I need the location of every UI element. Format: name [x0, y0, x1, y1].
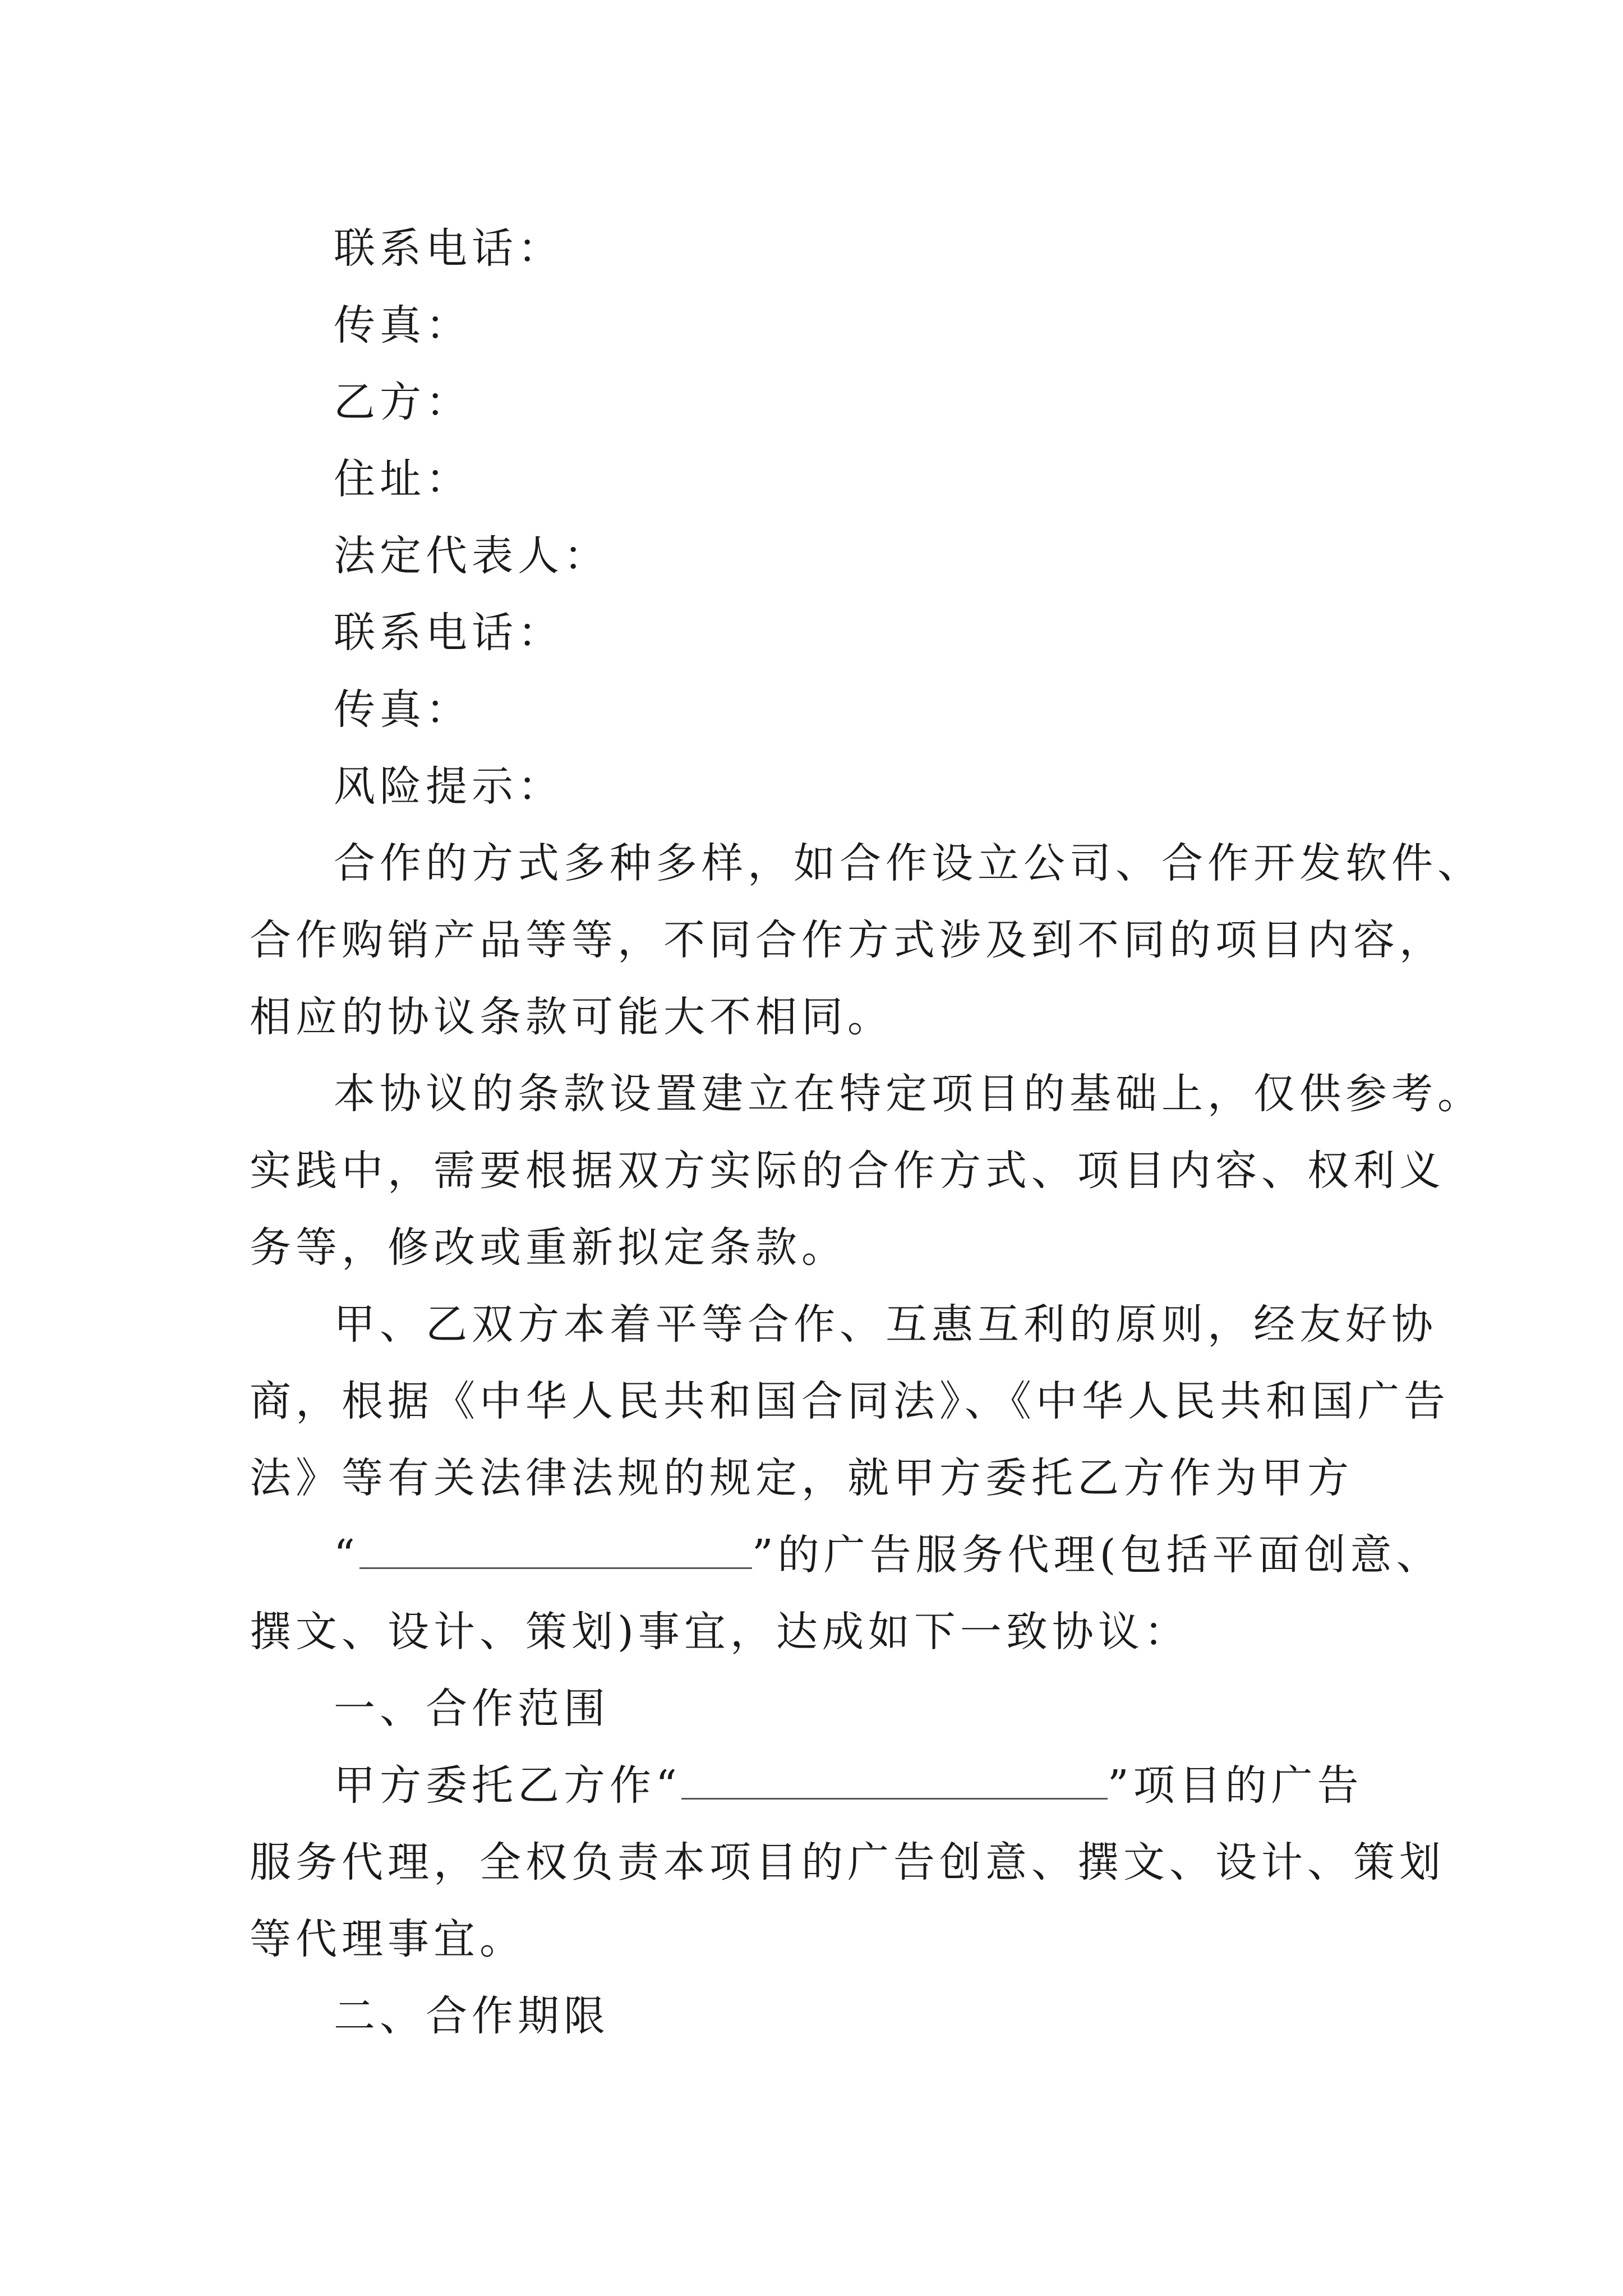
section-1-line-1-start: 甲方委托乙方作“	[334, 1761, 681, 1810]
project-name-blank-2	[681, 1763, 1108, 1800]
section-1-line-1	[250, 1747, 1399, 1824]
risk-paragraph-1-line-1: 合作的方式多种多样，如合作设立公司、合作开发软件、	[334, 839, 1483, 887]
document-body	[250, 210, 1483, 2055]
risk-paragraph-2-line-3: 务等，修改或重新拟定条款。	[250, 1223, 847, 1272]
risk-paragraph-1-line-2: 合作购销产品等等，不同合作方式涉及到不同的项目内容，	[250, 916, 1445, 964]
field-party-b: 乙方：	[334, 378, 472, 426]
field-legal-rep-b: 法定代表人：	[334, 532, 610, 580]
risk-paragraph-2-line-2: 实践中，需要根据双方实际的合作方式、项目内容、权利义	[250, 1147, 1445, 1195]
open-quote: “	[334, 1531, 359, 1579]
preamble-line-2: 商，根据《中华人民共和国合同法》、《中华人民共和国广告	[250, 1377, 1450, 1425]
preamble-line-5: 撰文、设计、策划)事宜，达成如下一致协议：	[250, 1608, 1190, 1656]
section-1-line-1-end: ”项目的广告	[1107, 1761, 1363, 1810]
field-address-b: 住址：	[334, 455, 472, 503]
section-1-line-3: 等代理事宜。	[250, 1915, 525, 1963]
section-2-heading: 二、合作期限	[334, 1992, 610, 2040]
field-fax-a: 传真：	[334, 301, 472, 349]
risk-paragraph-1-line-3: 相应的协议条款可能大不相同。	[250, 993, 893, 1041]
field-fax-b: 传真：	[334, 685, 472, 734]
preamble-line-3: 法》等有关法律法规的规定，就甲方委托乙方作为甲方	[250, 1454, 1353, 1502]
risk-notice-heading: 风险提示：	[334, 762, 564, 811]
preamble-line-4	[250, 1517, 1442, 1594]
field-phone-a: 联系电话：	[334, 224, 564, 273]
project-name-blank	[359, 1533, 752, 1569]
risk-paragraph-2-line-1: 本协议的条款设置建立在特定项目的基础上，仅供参考。	[334, 1070, 1483, 1118]
preamble-line-4-rest: ”的广告服务代理(包括平面创意、	[751, 1531, 1442, 1579]
field-phone-b: 联系电话：	[334, 609, 564, 657]
preamble-line-1: 甲、乙双方本着平等合作、互惠互利的原则，经友好协	[334, 1300, 1437, 1349]
section-1-heading: 一、合作范围	[334, 1685, 610, 1733]
section-1-line-2: 服务代理，全权负责本项目的广告创意、撰文、设计、策划	[250, 1838, 1445, 1887]
